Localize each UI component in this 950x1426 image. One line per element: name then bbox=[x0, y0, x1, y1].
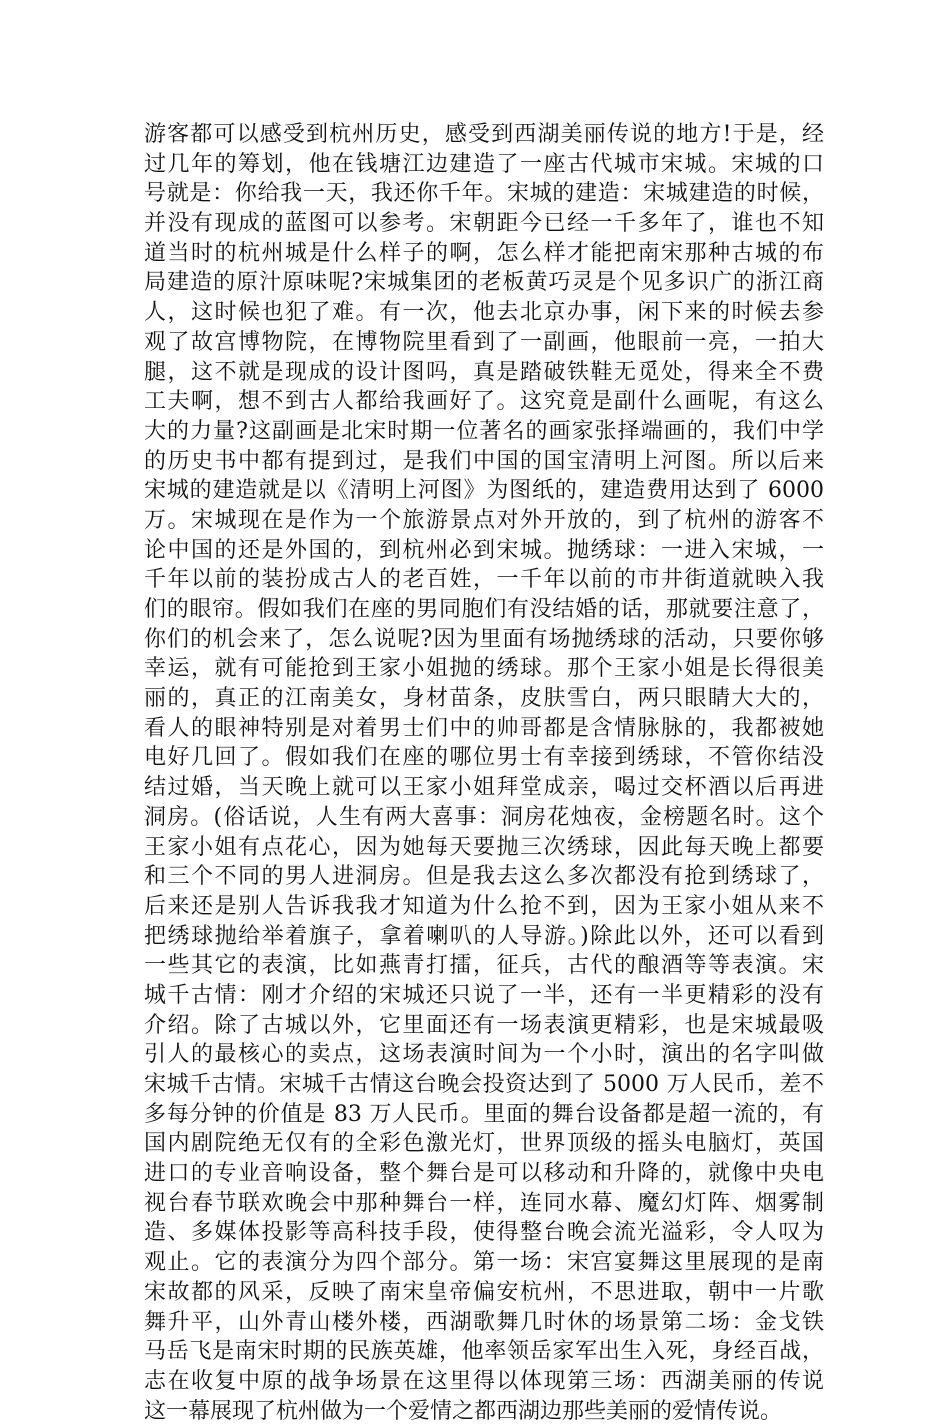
text-line: 这一幕展现了杭州做为一个爱情之都西湖边那些美丽的爱情传说。 bbox=[144, 1398, 783, 1424]
text-line: 宋故都的风采，反映了南宋皇帝偏安杭州，不思进取，朝中一片歌 bbox=[144, 1279, 824, 1305]
text-line: 号就是：你给我一天，我还你千年。宋城的建造：宋城建造的时候， bbox=[144, 181, 824, 207]
text-line: 幸运，就有可能抢到王家小姐抛的绣球。那个王家小姐是长得很美 bbox=[144, 656, 824, 682]
text-line: 视台春节联欢晚会中那种舞台一样，连同水幕、魔幻灯阵、烟雾制 bbox=[144, 1190, 824, 1216]
text-line: 舞升平，山外青山楼外楼，西湖歌舞几时休的场景第二场：金戈铁 bbox=[144, 1309, 824, 1335]
text-line: 志在收复中原的战争场景在这里得以体现第三场：西湖美丽的传说 bbox=[144, 1368, 824, 1394]
text-line: 游客都可以感受到杭州历史，感受到西湖美丽传说的地方!于是，经 bbox=[144, 122, 824, 147]
text-line: 道当时的杭州城是什么样子的啊，怎么样才能把南宋那种古城的布 bbox=[144, 240, 824, 266]
text-line: 你们的机会来了，怎么说呢?因为里面有场抛绣球的活动，只要你够 bbox=[144, 626, 824, 652]
text-line: 后来还是别人告诉我我才知道为什么抢不到，因为王家小姐从来不 bbox=[144, 893, 824, 919]
text-line: 介绍。除了古城以外，它里面还有一场表演更精彩，也是宋城最吸 bbox=[144, 1012, 824, 1038]
text-line: 大的力量?这副画是北宋时期一位著名的画家张择端画的，我们中学 bbox=[144, 418, 824, 444]
text-line: 看人的眼神特别是对着男士们中的帅哥都是含情脉脉的，我都被她 bbox=[144, 715, 824, 741]
text-line: 把绣球抛给举着旗子，拿着喇叭的人导游。)除此以外，还可以看到 bbox=[144, 923, 824, 949]
text-line: 观止。它的表演分为四个部分。第一场：宋宫宴舞这里展现的是南 bbox=[144, 1250, 824, 1276]
text-line: 并没有现成的蓝图可以参考。宋朝距今已经一千多年了，谁也不知 bbox=[144, 211, 824, 237]
text-line: 千年以前的装扮成古人的老百姓，一千年以前的市井街道就映入我 bbox=[144, 567, 824, 593]
text-line: 论中国的还是外国的，到杭州必到宋城。抛绣球：一进入宋城，一 bbox=[144, 537, 824, 563]
text-line: 工夫啊，想不到古人都给我画好了。这究竟是副什么画呢，有这么 bbox=[144, 389, 824, 415]
text-line: 丽的，真正的江南美女，身材苗条，皮肤雪白，两只眼睛大大的， bbox=[144, 686, 824, 712]
text-line: 人，这时候也犯了难。有一次，他去北京办事，闲下来的时候去参 bbox=[144, 300, 824, 326]
text-line: 宋城的建造就是以《清明上河图》为图纸的，建造费用达到了 6000 bbox=[144, 478, 824, 504]
text-line: 城千古情：刚才介绍的宋城还只说了一半，还有一半更精彩的没有 bbox=[144, 982, 824, 1008]
text-line: 王家小姐有点花心，因为她每天要抛三次绣球，因此每天晚上都要 bbox=[144, 834, 824, 860]
text-line: 过几年的筹划，他在钱塘江边建造了一座古代城市宋城。宋城的口 bbox=[144, 151, 824, 177]
text-line: 局建造的原汁原味呢?宋城集团的老板黄巧灵是个见多识广的浙江商 bbox=[144, 270, 824, 296]
text-line: 多每分钟的价值是 83 万人民币。里面的舞台设备都是超一流的，有 bbox=[144, 1101, 824, 1127]
text-line: 的历史书中都有提到过，是我们中国的国宝清明上河图。所以后来 bbox=[144, 448, 824, 474]
text-line: 腿，这不就是现成的设计图吗，真是踏破铁鞋无觅处，得来全不费 bbox=[144, 359, 824, 385]
text-line: 们的眼帘。假如我们在座的男同胞们有没结婚的话，那就要注意了， bbox=[144, 597, 824, 622]
text-line: 宋城千古情。宋城千古情这台晚会投资达到了 5000 万人民币，差不 bbox=[144, 1072, 824, 1097]
text-line: 马岳飞是南宋时期的民族英雄，他率领岳家军出生入死，身经百战， bbox=[144, 1339, 824, 1365]
text-line: 引人的最核心的卖点，这场表演时间为一个小时，演出的名字叫做 bbox=[144, 1042, 824, 1068]
text-line: 进口的专业音响设备，整个舞台是可以移动和升降的，就像中央电 bbox=[144, 1161, 824, 1187]
text-line: 电好几回了。假如我们在座的哪位男士有幸接到绣球，不管你结没 bbox=[144, 745, 824, 771]
text-line: 造、多媒体投影等高科技手段，使得整台晚会流光溢彩，令人叹为 bbox=[144, 1220, 824, 1246]
text-line: 和三个不同的男人进洞房。但是我去这么多次都没有抢到绣球了， bbox=[144, 864, 824, 890]
text-line: 洞房。(俗话说，人生有两大喜事：洞房花烛夜，金榜题名时。这个 bbox=[144, 804, 824, 830]
text-line: 国内剧院绝无仅有的全彩色激光灯，世界顶级的摇头电脑灯，英国 bbox=[144, 1131, 824, 1157]
text-line: 万。宋城现在是作为一个旅游景点对外开放的，到了杭州的游客不 bbox=[144, 507, 824, 533]
body-paragraph bbox=[144, 120, 824, 1426]
text-line: 结过婚，当天晚上就可以王家小姐拜堂成亲，喝过交杯酒以后再进 bbox=[144, 775, 824, 801]
text-line: 一些其它的表演，比如燕青打擂，征兵，古代的酿酒等等表演。宋 bbox=[144, 953, 824, 979]
text-line: 观了故宫博物院，在博物院里看到了一副画，他眼前一亮，一拍大 bbox=[144, 329, 824, 355]
